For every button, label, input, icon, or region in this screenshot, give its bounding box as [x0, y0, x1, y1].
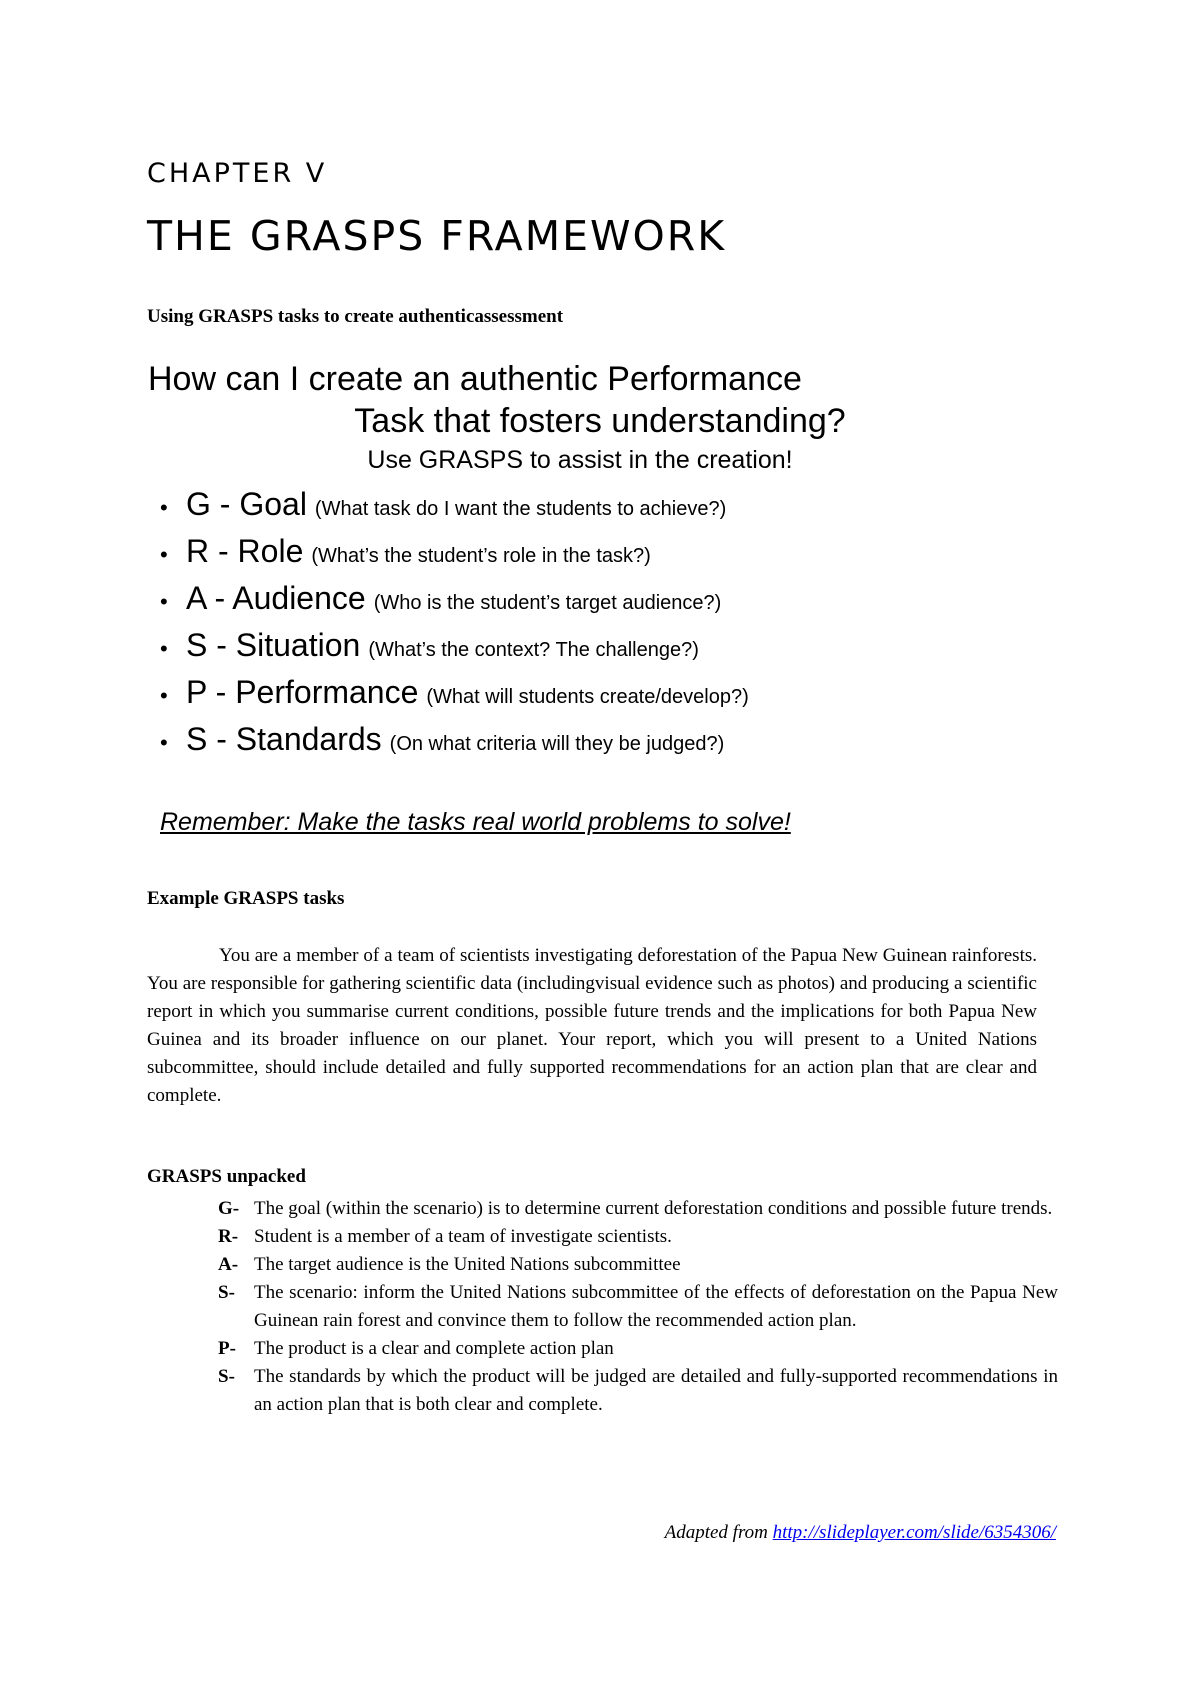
item-text: The scenario: inform the United Nations subcommittee of the effects of deforestation on the Papua New Guinean rain forest and convince them to follow the recommended action plan.: [254, 1282, 1058, 1331]
source-link[interactable]: http://slideplayer.com/slide/6354306/: [772, 1522, 1056, 1543]
grasps-description: (Who is the student’s target audience?): [373, 592, 722, 614]
grasps-term: R - Role: [186, 533, 304, 569]
bullet-icon: •: [160, 636, 168, 661]
grasps-item-standards: [140, 721, 1060, 768]
grasps-description: (What will students create/develop?): [426, 686, 749, 708]
bullet-icon: •: [160, 495, 168, 520]
list-item: [218, 1335, 1058, 1363]
grasps-item-performance: [140, 674, 1060, 721]
list-item: [218, 1363, 1058, 1419]
item-text: The target audience is the United Nations subcommittee: [254, 1254, 681, 1275]
grasps-term: S - Standards: [186, 721, 382, 757]
grasps-term: G - Goal: [186, 486, 307, 522]
slide-use-line: Use GRASPS to assist in the creation!: [367, 446, 793, 474]
section-subtitle: Using GRASPS tasks to create authenticassessment: [147, 306, 564, 327]
unpacked-list: [218, 1195, 1058, 1419]
grasps-description: (What’s the context? The challenge?): [368, 639, 699, 661]
grasps-term: P - Performance: [186, 674, 419, 710]
grasps-item-role: [140, 533, 1060, 580]
item-letter: P-: [218, 1338, 236, 1359]
item-letter: G-: [218, 1198, 240, 1219]
unpacked-heading: GRASPS unpacked: [147, 1166, 306, 1187]
grasps-item-goal: [140, 486, 1060, 533]
example-paragraph: You are a member of a team of scientists investigating deforestation of the Papua New Guinean rainforests. You are responsible for gathering scientific data (includingvisual evidence such as photos) and producing a scientific report in which you summarise current conditions, possible future trends and the implications for both Papua New Guinea and its broader influence on our planet. Your report, which you will present to a United Nations subcommittee, should include detailed and fully supported recommendations for an action plan that are clear and complete.: [147, 945, 1037, 1106]
slide-question-line-1: How can I create an authentic Performance: [148, 360, 802, 398]
grasps-item-situation: [140, 627, 1060, 674]
grasps-slide: [140, 358, 1060, 768]
item-letter: R-: [218, 1226, 239, 1247]
grasps-list: [140, 486, 1060, 768]
bullet-icon: •: [160, 542, 168, 567]
list-item: [218, 1279, 1058, 1335]
grasps-description: (What task do I want the students to achieve?): [314, 498, 727, 520]
list-item: [218, 1223, 1058, 1251]
item-text: Student is a member of a team of investigate scientists.: [254, 1226, 672, 1247]
page-title: THE GRASPS FRAMEWORK: [147, 212, 727, 260]
item-text: The standards by which the product will be judged are detailed and fully-supported recommendations in an action plan that is both clear and complete.: [254, 1366, 1058, 1415]
item-letter: S-: [218, 1366, 235, 1387]
source-credit: [665, 1522, 1056, 1544]
grasps-term: A - Audience: [186, 580, 366, 616]
grasps-term: S - Situation: [186, 627, 361, 663]
remember-note: Remember: Make the tasks real world problems to solve!: [160, 808, 791, 836]
bullet-icon: •: [160, 683, 168, 708]
item-text: The product is a clear and complete action plan: [254, 1338, 614, 1359]
chapter-label: CHAPTER V: [147, 158, 328, 189]
slide-question-line-2: Task that fosters understanding?: [354, 402, 846, 440]
item-letter: A-: [218, 1254, 239, 1275]
grasps-description: (On what criteria will they be judged?): [389, 733, 725, 755]
item-text: The goal (within the scenario) is to determine current deforestation conditions and possible future trends.: [254, 1198, 1053, 1219]
list-item: [218, 1195, 1058, 1223]
grasps-description: (What’s the student’s role in the task?): [311, 545, 651, 567]
bullet-icon: •: [160, 730, 168, 755]
example-heading: Example GRASPS tasks: [147, 888, 345, 909]
source-credit-prefix: Adapted from: [664, 1522, 773, 1543]
item-letter: S-: [218, 1282, 235, 1303]
grasps-item-audience: [140, 580, 1060, 627]
list-item: [218, 1251, 1058, 1279]
bullet-icon: •: [160, 589, 168, 614]
